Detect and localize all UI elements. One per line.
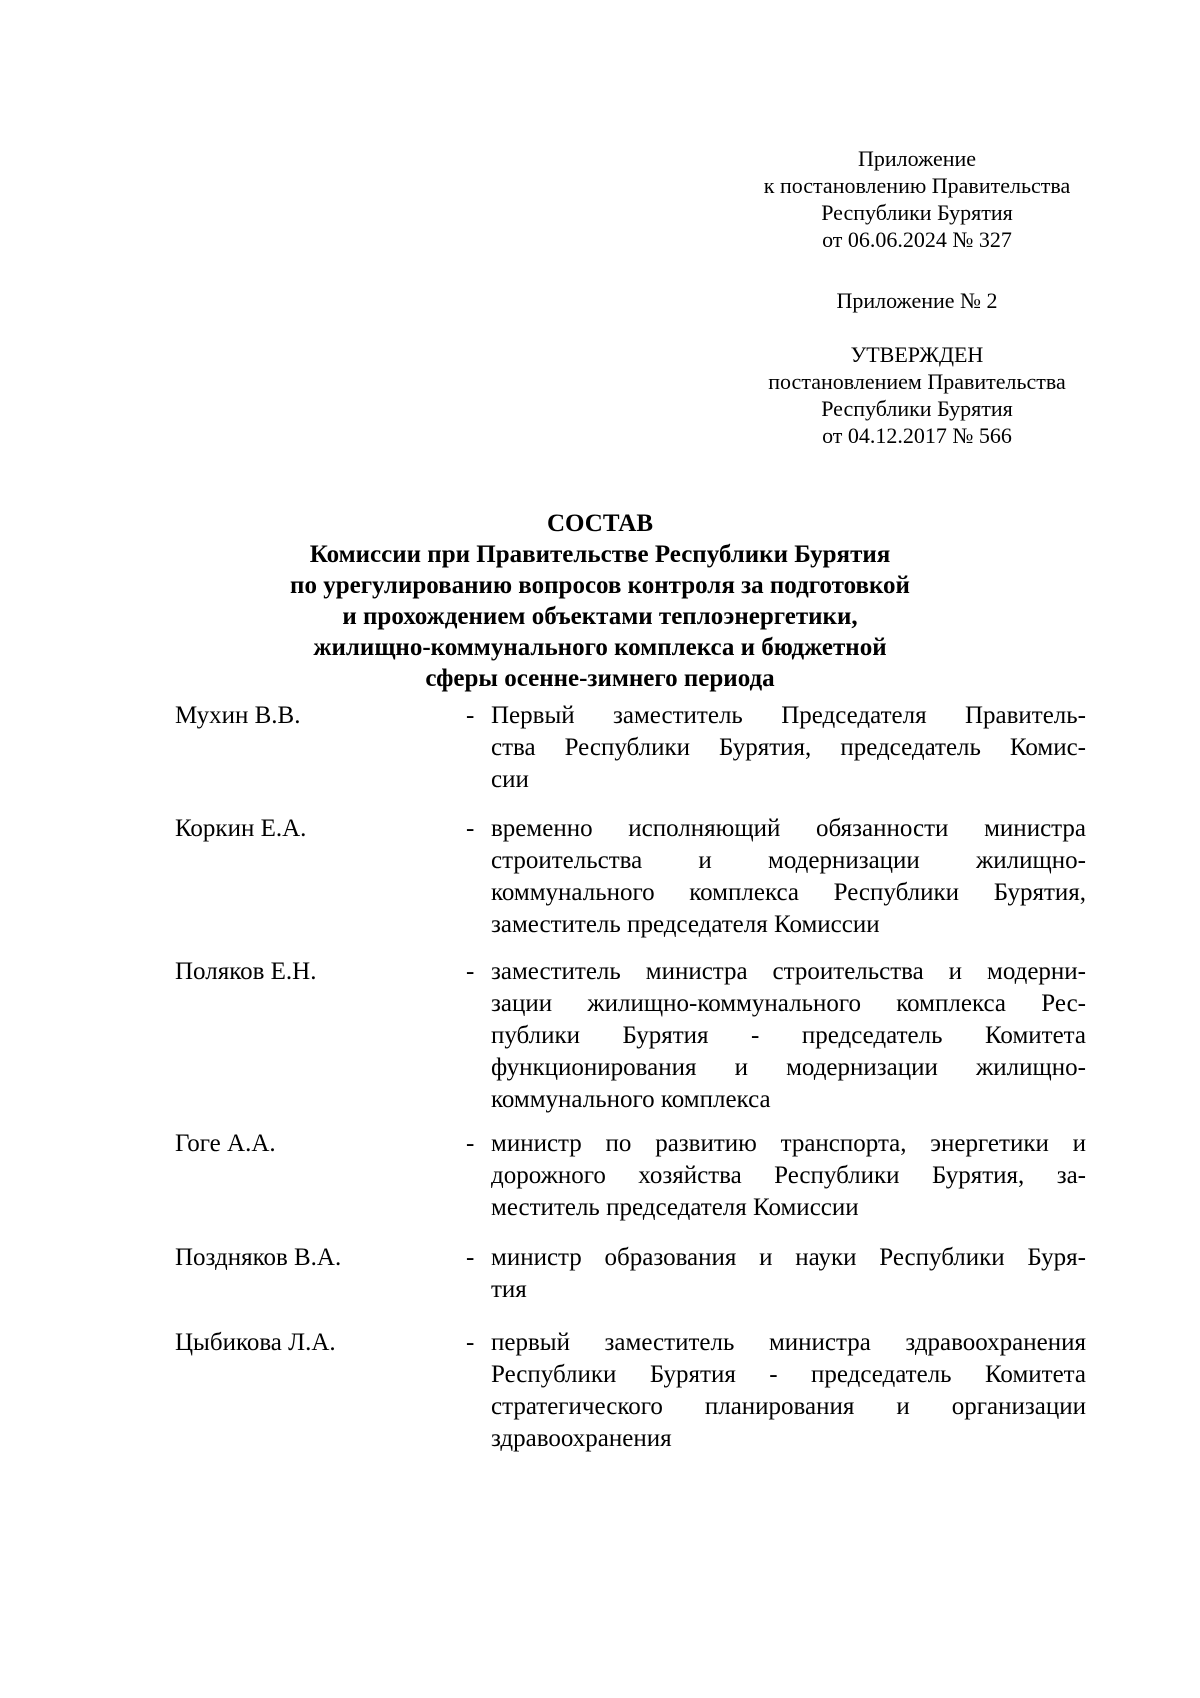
member-name: Мухин В.В. <box>175 702 301 729</box>
member-dash: - <box>466 1329 475 1356</box>
role-line: Республики Бурятия - председатель Комитета <box>491 1361 1086 1388</box>
role-line: строительства и модернизации жилищно- <box>491 847 1086 874</box>
member-name: Поздняков В.А. <box>175 1244 342 1271</box>
title-line: Комиссии при Правительстве Республики Бурятия <box>309 541 891 568</box>
member-role <box>491 956 1086 1116</box>
appendix-number-block <box>752 287 1082 314</box>
member-name: Цыбикова Л.А. <box>175 1329 336 1356</box>
role-line: Первый заместитель Председателя Правитель- <box>491 702 1086 729</box>
approved-line: УТВЕРЖДЕН <box>850 342 984 367</box>
title-line: и прохождением объектами теплоэнергетики, <box>342 603 858 630</box>
appendix-line: от 06.06.2024 № 327 <box>822 227 1012 252</box>
role-line: стратегического планирования и организации <box>491 1393 1086 1420</box>
role-line: ства Республики Бурятия, председатель Комис- <box>491 734 1086 761</box>
member-dash: - <box>466 815 475 842</box>
role-line: зации жилищно-коммунального комплекса Рес- <box>491 990 1086 1017</box>
role-line: тия <box>491 1276 527 1303</box>
member-name: Гоге А.А. <box>175 1130 276 1157</box>
appendix-number: Приложение № 2 <box>836 288 998 313</box>
member-role <box>491 1242 1086 1306</box>
appendix-line: Республики Бурятия <box>821 200 1013 225</box>
role-line: первый заместитель министра здравоохранения <box>491 1329 1086 1356</box>
title-line: жилищно-коммунального комплекса и бюджетной <box>313 634 887 661</box>
member-role <box>491 700 1086 796</box>
member-dash: - <box>466 1244 475 1271</box>
member-dash: - <box>466 958 475 985</box>
member-role <box>491 1128 1086 1224</box>
role-line: меститель председателя Комиссии <box>491 1194 859 1221</box>
role-line: министр по развитию транспорта, энергетики и <box>491 1130 1086 1157</box>
role-line: коммунального комплекса <box>491 1086 771 1113</box>
appendix-line: Приложение <box>857 146 977 171</box>
appendix-line: к постановлению Правительства <box>763 173 1071 198</box>
role-line: коммунального комплекса Республики Бурятия, <box>491 879 1086 906</box>
member-dash: - <box>466 702 475 729</box>
role-line: дорожного хозяйства Республики Бурятия, за- <box>491 1162 1086 1189</box>
member-role <box>491 1327 1086 1455</box>
approved-line: постановлением Правительства <box>768 369 1066 394</box>
document-title <box>160 508 1040 694</box>
role-line: функционирования и модернизации жилищно- <box>491 1054 1086 1081</box>
role-line: сии <box>491 766 529 793</box>
member-name: Поляков Е.Н. <box>175 958 317 985</box>
appendix-block <box>752 145 1082 253</box>
member-name: Коркин Е.А. <box>175 815 307 842</box>
title-line: СОСТАВ <box>546 510 654 537</box>
approved-line: Республики Бурятия <box>821 396 1013 421</box>
approved-block <box>752 341 1082 449</box>
role-line: министр образования и науки Республики Буря- <box>491 1244 1086 1271</box>
role-line: временно исполняющий обязанности министра <box>491 815 1086 842</box>
member-role <box>491 813 1086 941</box>
member-dash: - <box>466 1130 475 1157</box>
role-line: заместитель министра строительства и модерни- <box>491 958 1086 985</box>
title-line: сферы осенне-зимнего периода <box>425 665 775 692</box>
approved-line: от 04.12.2017 № 566 <box>822 423 1012 448</box>
title-line: по урегулированию вопросов контроля за подготовкой <box>290 572 910 599</box>
role-line: здравоохранения <box>491 1425 672 1452</box>
role-line: публики Бурятия - председатель Комитета <box>491 1022 1086 1049</box>
role-line: заместитель председателя Комиссии <box>491 911 880 938</box>
